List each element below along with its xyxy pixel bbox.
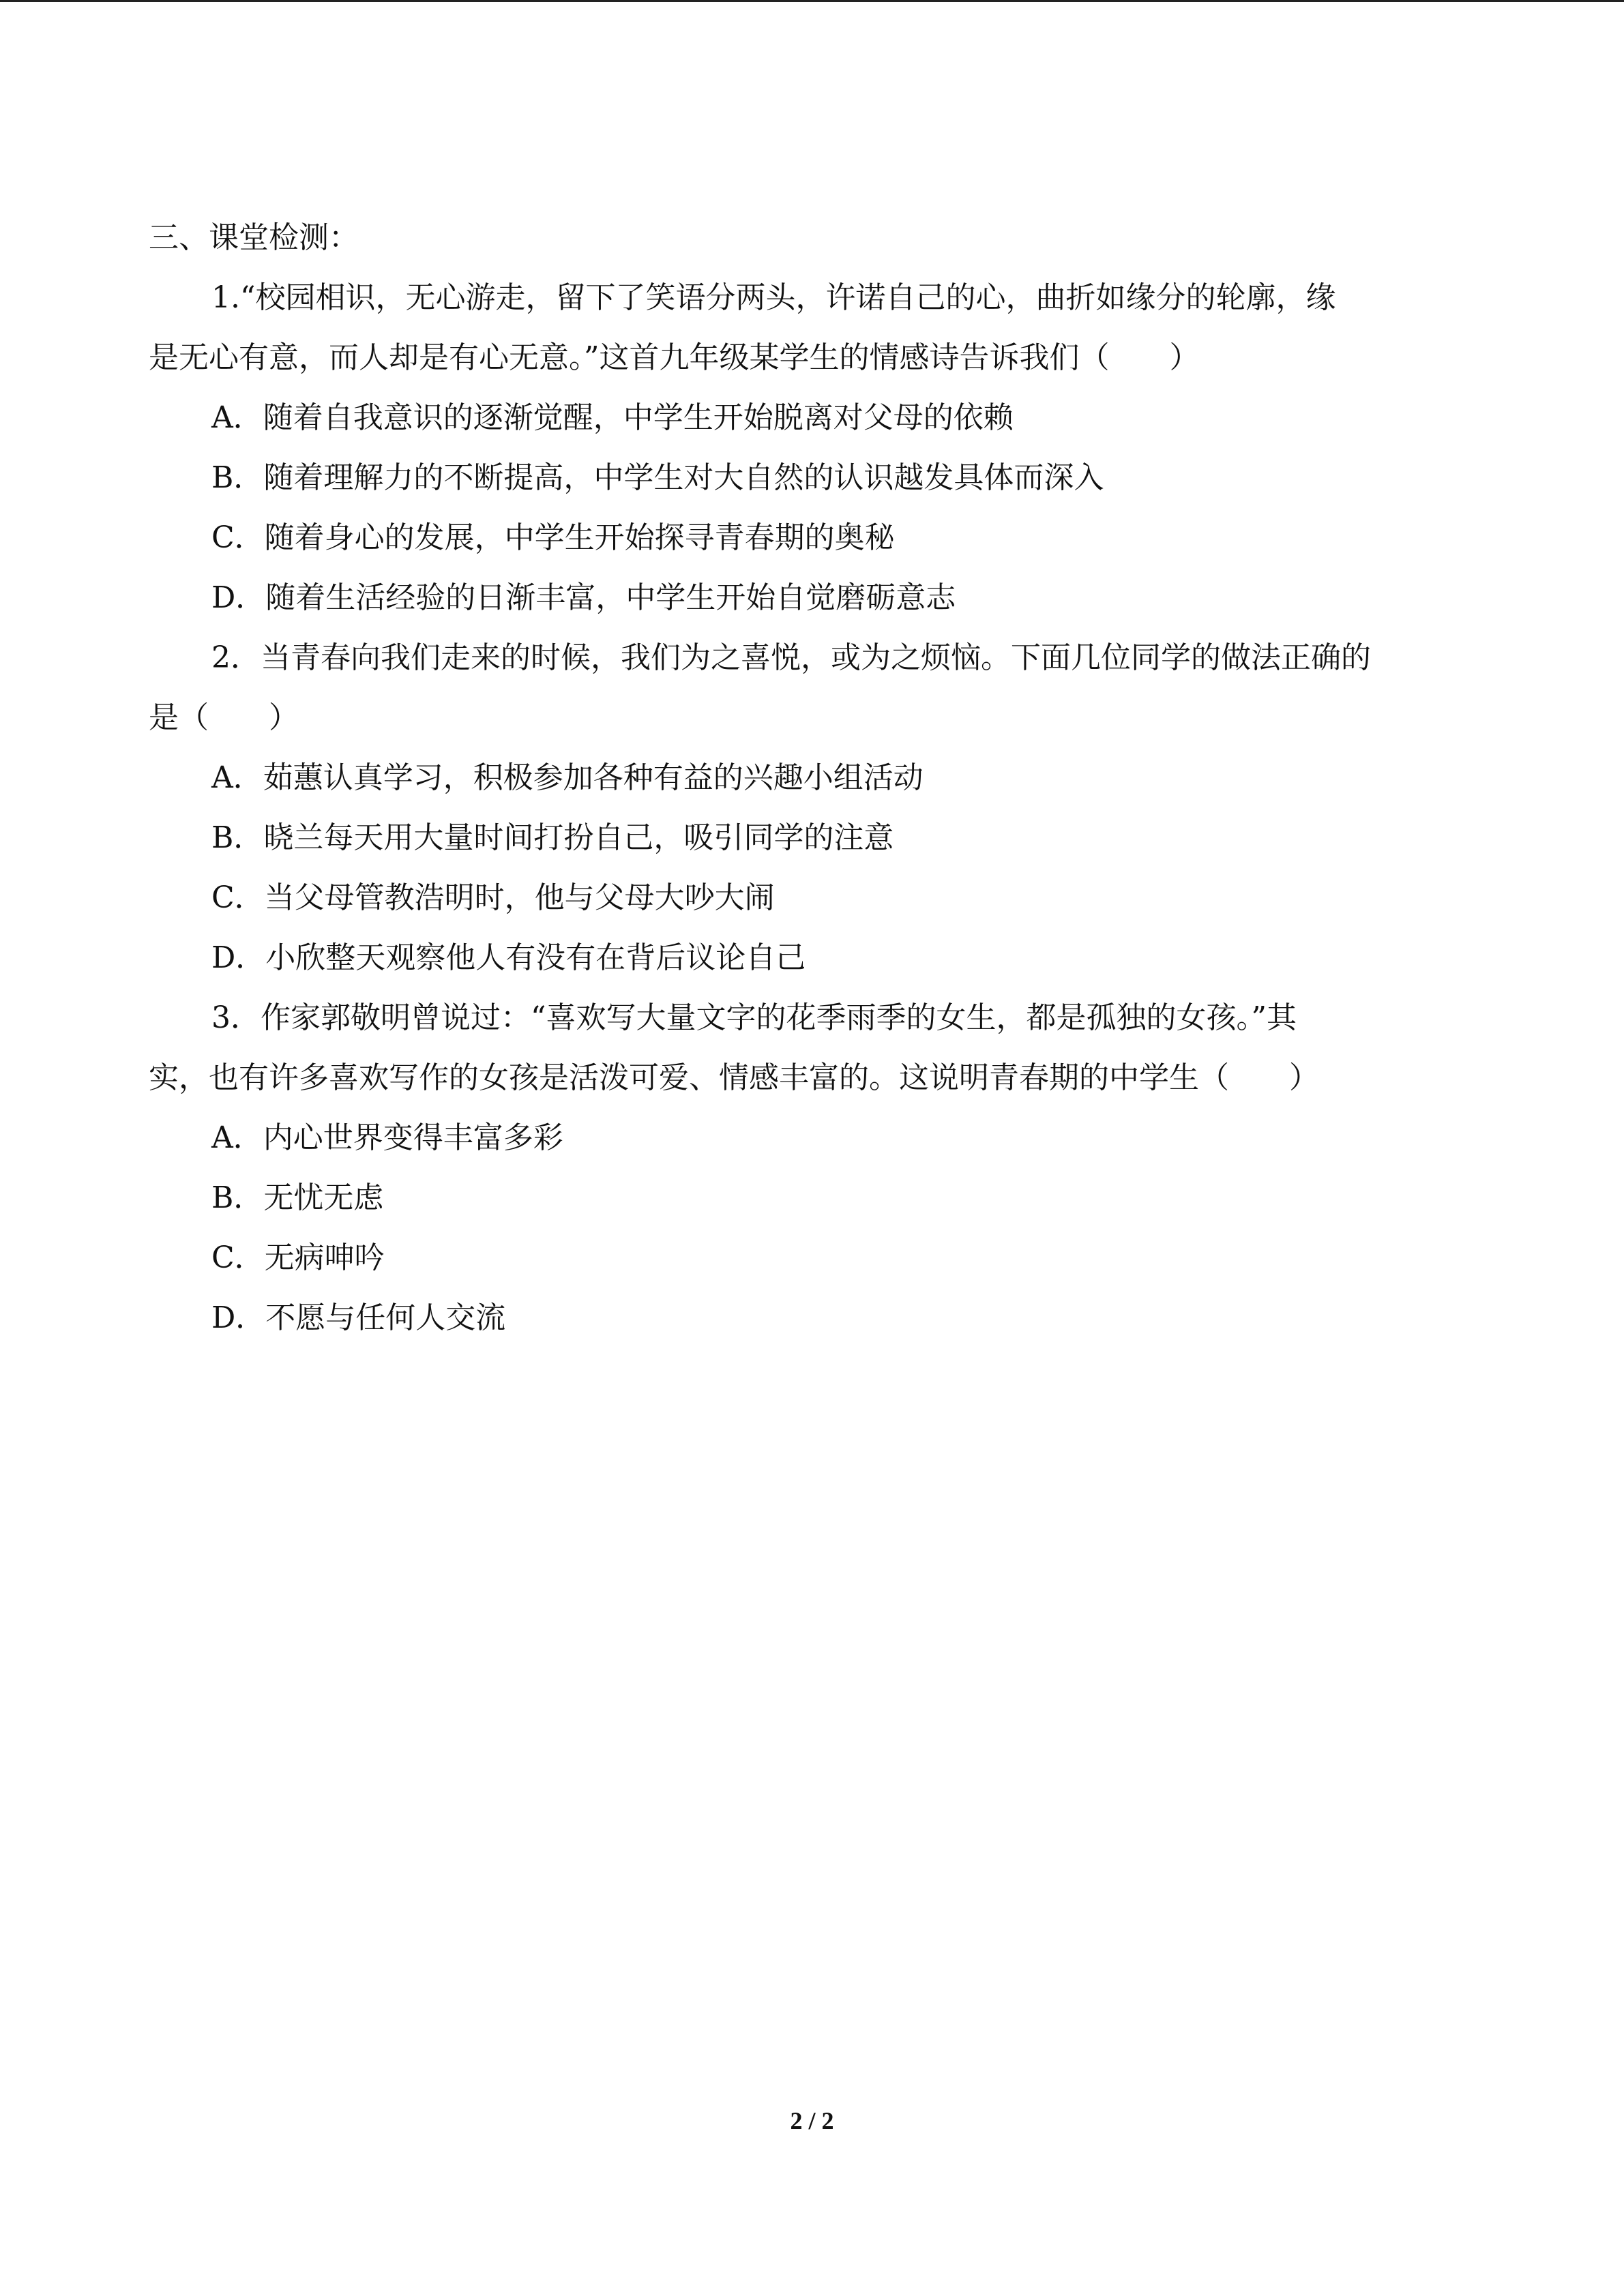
section-heading: 三、课堂检测： <box>149 220 359 255</box>
option-a: A．内心世界变得丰富多彩 <box>211 1120 563 1155</box>
page-content <box>149 208 1479 1348</box>
option-d: D．小欣整天观察他人有没有在背后议论自己 <box>211 940 806 975</box>
option-c: C．无病呻吟 <box>211 1240 385 1275</box>
option-b: B．随着理解力的不断提高，中学生对大自然的认识越发具体而深入 <box>211 460 1104 495</box>
question-text-line: 1.“校园相识，无心游走，留下了笑语分两头，许诺自己的心，曲折如缘分的轮廓，缘 <box>211 280 1336 315</box>
answer-options <box>149 388 1479 628</box>
option-b: B．无忧无虑 <box>211 1180 384 1215</box>
question-1 <box>149 268 1479 628</box>
option-a: A．茹蕙认真学习，积极参加各种有益的兴趣小组活动 <box>211 760 924 795</box>
option-d: D．不愿与任何人交流 <box>211 1300 506 1335</box>
option-b: B．晓兰每天用大量时间打扮自己，吸引同学的注意 <box>211 820 894 855</box>
question-text-line: 实，也有许多喜欢写作的女孩是活泼可爱、情感丰富的。这说明青春期的中学生（ ） <box>149 1060 1319 1095</box>
question-3 <box>149 988 1479 1348</box>
question-text-line: 2．当青春向我们走来的时候，我们为之喜悦，或为之烦恼。下面几位同学的做法正确的 <box>211 640 1371 675</box>
option-a: A．随着自我意识的逐渐觉醒，中学生开始脱离对父母的依赖 <box>211 400 1014 435</box>
answer-options <box>149 748 1479 988</box>
question-text-line: 是无心有意，而人却是有心无意。”这首九年级某学生的情感诗告诉我们（ ） <box>149 340 1200 375</box>
option-c: C．随着身心的发展，中学生开始探寻青春期的奥秘 <box>211 520 895 555</box>
question-2 <box>149 628 1479 988</box>
option-c: C．当父母管教浩明时，他与父母大吵大闹 <box>211 880 775 915</box>
question-text-line: 是（ ） <box>149 700 299 735</box>
answer-options <box>149 1108 1479 1348</box>
option-d: D．随着生活经验的日渐丰富，中学生开始自觉磨砺意志 <box>211 580 956 615</box>
top-border-line <box>0 0 1624 2</box>
page-number: 2 / 2 <box>790 2107 834 2134</box>
question-text-line: 3．作家郭敬明曾说过：“喜欢写大量文字的花季雨季的女生，都是孤独的女孩。”其 <box>211 1000 1297 1035</box>
